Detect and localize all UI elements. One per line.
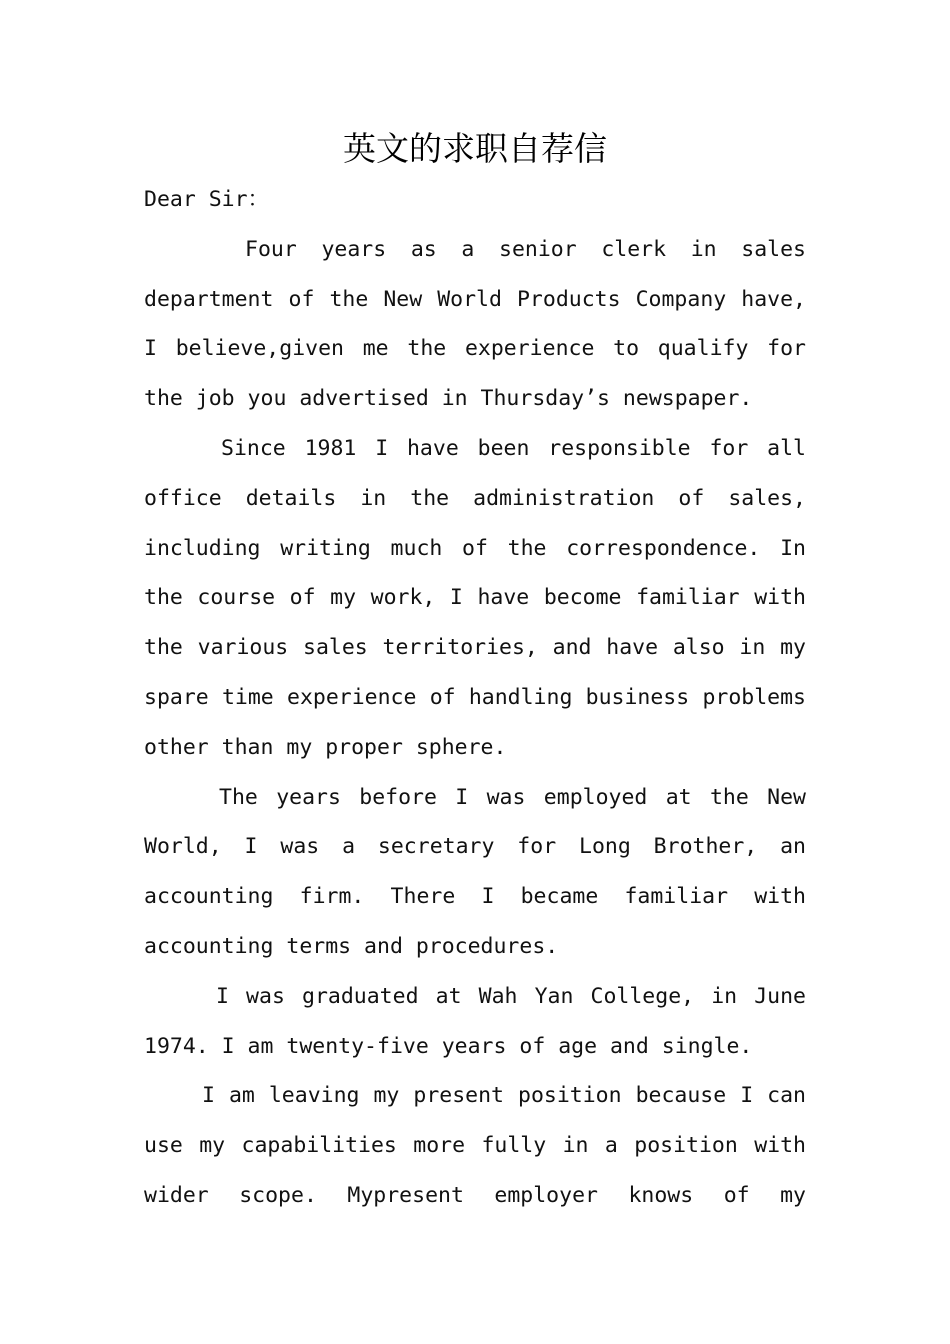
paragraph-responsibilities: Since 1981 I have been responsible for all office details in the administration of sales, including writing much of the correspondence. In the course of my work, I have become familiar with the various sales territories, and have also in my spare time experience of handling business problems other than my proper sphere.: [144, 435, 806, 760]
paragraph-experience: Four years as a senior clerk in sales department of the New World Products Company have, I believe,given me the experience to qualify for the job you advertised in Thursday’s newspaper.: [144, 236, 806, 412]
paragraph-reason-for-leaving: I am leaving my present position because I can use my capabilities more fully in a position with wider scope. Mypresent employer knows of my: [144, 1083, 806, 1208]
paragraph-previous-employment: The years before I was employed at the New World, I was a secretary for Long Brother, an accounting firm. There I became familiar with accounting terms and procedures.: [144, 784, 806, 959]
document-title: 英文的求职自荐信: [343, 129, 607, 168]
paragraph-education: I was graduated at Wah Yan College, in June 1974. I am twenty-five years of age and single.: [144, 983, 806, 1059]
letter-body: [144, 175, 806, 1221]
salutation: Dear Sir：: [144, 187, 270, 212]
